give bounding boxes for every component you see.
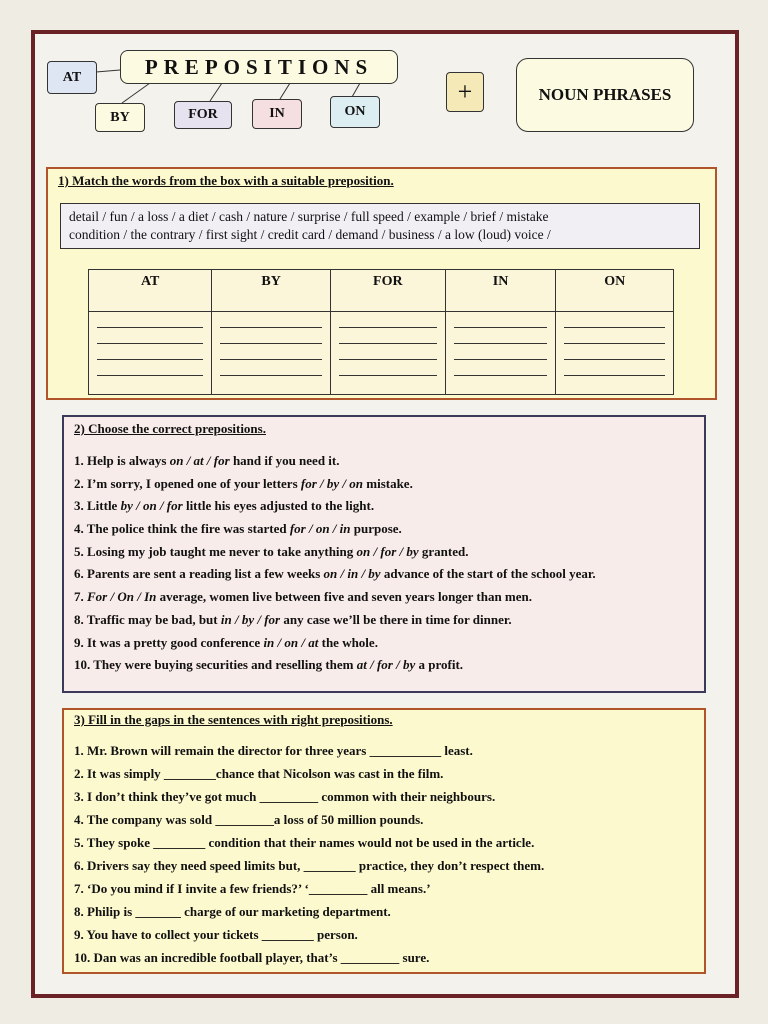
tag-in: IN [252, 99, 302, 129]
column-header: FOR [330, 270, 445, 312]
column-header: ON [556, 270, 674, 312]
column-header: AT [89, 270, 212, 312]
section-heading: 1) Match the words from the box with a suitable preposition. [58, 173, 394, 188]
word-box-line: condition / the contrary / first sight / credit card / demand / business / a low (loud) voice / [69, 227, 551, 242]
list-item: 5. Losing my job taught me never to take anything on / for / by granted. [74, 543, 469, 559]
tag-on: ON [330, 96, 380, 128]
options[interactable]: for / by / on [300, 475, 363, 491]
list-item[interactable]: 7. ‘Do you mind if I invite a few friends?’ ‘_________ all means.’ [74, 881, 431, 896]
choose-list [74, 450, 596, 677]
table-row [89, 360, 674, 376]
list-item: 9. It was a pretty good conference in / on / at the whole. [74, 634, 378, 650]
column-header: BY [212, 270, 331, 312]
options[interactable]: in / on / at [263, 634, 319, 650]
list-item[interactable]: 8. Philip is _______ charge of our marketing department. [74, 904, 391, 919]
tag-by: BY [95, 103, 145, 132]
options[interactable]: on / at / for [169, 453, 230, 468]
word-box-line: detail / fun / a loss / a diet / cash / nature / surprise / full speed / example / brief / mistake [69, 209, 549, 224]
noun-phrases-box: NOUN PHRASES [516, 58, 694, 132]
fill-list [74, 739, 544, 969]
list-item: 3. Little by / on / for little his eyes adjusted to the light. [74, 498, 375, 514]
options[interactable]: at / for / by [356, 657, 416, 673]
list-item: 10. They were buying securities and reselling them at / for / by a profit. [74, 657, 464, 673]
column-header: IN [445, 270, 556, 312]
options[interactable]: for / on / in [289, 521, 351, 537]
list-item: 1. Help is always on / at / for hand if you need it. [74, 453, 340, 468]
section-heading: 2) Choose the correct prepositions. [74, 421, 266, 436]
list-item[interactable]: 2. It was simply ________chance that Nicolson was cast in the film. [74, 766, 444, 781]
section-choose [62, 415, 706, 693]
table-row [89, 328, 674, 344]
table-row [89, 344, 674, 360]
list-item[interactable]: 3. I don’t think they’ve got much _________ common with their neighbours. [74, 789, 496, 804]
options[interactable]: on / for / by [356, 543, 419, 559]
tag-at: AT [47, 61, 97, 94]
list-item[interactable]: 10. Dan was an incredible football player, that’s _________ sure. [74, 950, 430, 965]
section-heading: 3) Fill in the gaps in the sentences with right prepositions. [74, 712, 393, 727]
word-box [60, 203, 700, 249]
tag-for: FOR [174, 101, 232, 129]
table-row [89, 376, 674, 395]
list-item: 4. The police think the fire was started for / on / in purpose. [74, 521, 402, 537]
options[interactable]: on / in / by [323, 566, 381, 582]
list-item[interactable]: 4. The company was sold _________a loss of 50 million pounds. [74, 812, 424, 827]
list-item[interactable]: 1. Mr. Brown will remain the director for three years ___________ least. [74, 743, 473, 758]
section-match [46, 167, 717, 400]
options[interactable]: in / by / for [220, 611, 281, 627]
list-item[interactable]: 9. You have to collect your tickets ________ person. [74, 927, 358, 942]
list-item[interactable]: 6. Drivers say they need speed limits but, ________ practice, they don’t respect them. [74, 858, 545, 873]
list-item: 2. I’m sorry, I opened one of your letters for / by / on mistake. [74, 475, 413, 491]
list-item: 7. For / On / In average, women live between five and seven years longer than men. [74, 589, 532, 605]
list-item[interactable]: 5. They spoke ________ condition that their names would not be used in the article. [74, 835, 535, 850]
page-title: PREPOSITIONS [120, 50, 398, 84]
list-item: 8. Traffic may be bad, but in / by / for any case we’ll be there in time for dinner. [74, 611, 512, 627]
options[interactable]: For / On / In [87, 589, 157, 605]
options[interactable]: by / on / for [120, 498, 183, 514]
preposition-table [88, 269, 674, 395]
plus-sign: + [446, 72, 484, 112]
table-row [89, 312, 674, 329]
section-fill-gaps [62, 708, 706, 974]
list-item: 6. Parents are sent a reading list a few weeks on / in / by advance of the start of the school year. [74, 566, 596, 582]
